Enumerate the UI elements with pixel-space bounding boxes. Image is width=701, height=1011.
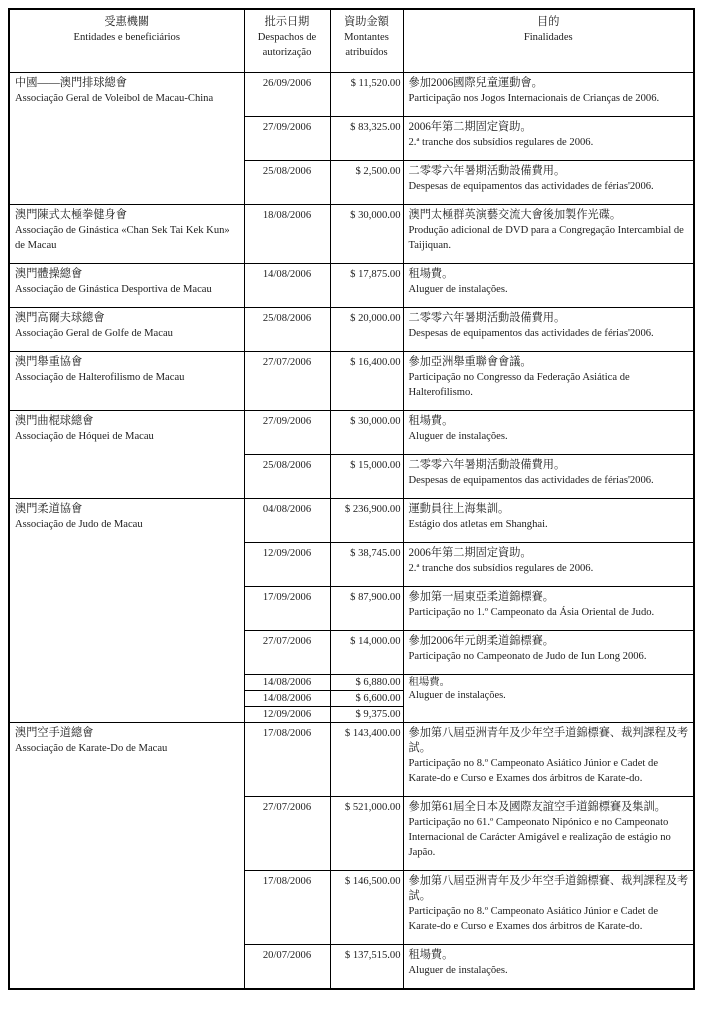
purpose-pt: Despesas de equipamentos das actividades de férias'2006. — [408, 181, 654, 192]
header-purposes-pt: Finalidades — [523, 32, 573, 43]
purpose-zh: 參加2006年元朗柔道錦標賽。 — [408, 635, 554, 647]
purpose-zh: 二零零六年暑期活動設備費用。 — [408, 165, 566, 177]
authorization-date-cell: 14/08/2006 — [244, 264, 330, 308]
purpose-zh: 2006年第二期固定資助。 — [408, 547, 532, 559]
purpose-zh: 二零零六年暑期活動設備費用。 — [408, 312, 566, 324]
entity-cell — [9, 723, 244, 990]
purpose-cell — [403, 308, 694, 352]
authorization-date-cell: 17/08/2006 — [244, 723, 330, 797]
amount-cell: $ 6,600.00 — [330, 691, 403, 707]
purpose-cell — [403, 587, 694, 631]
purpose-cell — [403, 871, 694, 945]
authorization-date-cell: 14/08/2006 — [244, 691, 330, 707]
purpose-pt: Estágio dos atletas em Shanghai. — [408, 519, 548, 530]
amount-cell: $ 20,000.00 — [330, 308, 403, 352]
purpose-cell — [403, 411, 694, 455]
authorization-date-cell: 25/08/2006 — [244, 308, 330, 352]
entity-cell — [9, 352, 244, 411]
amount-cell: $ 30,000.00 — [330, 205, 403, 264]
authorization-date-cell: 25/08/2006 — [244, 161, 330, 205]
amount-cell: $ 6,880.00 — [330, 675, 403, 691]
entity-name-pt: Associação de Hóquei de Macau — [15, 431, 154, 442]
table-row — [9, 723, 694, 797]
subsidy-table — [8, 8, 695, 990]
purpose-zh: 二零零六年暑期活動設備費用。 — [408, 459, 566, 471]
authorization-date-cell: 27/07/2006 — [244, 797, 330, 871]
purpose-pt: Aluguer de instalações. — [408, 284, 508, 295]
purpose-zh: 參加亞洲舉重聯會會議。 — [408, 356, 532, 368]
amount-cell: $ 87,900.00 — [330, 587, 403, 631]
purpose-zh: 租場費。 — [408, 677, 451, 688]
entity-name-zh: 澳門陳式太極拳健身會 — [15, 209, 127, 221]
purpose-cell — [403, 945, 694, 990]
amount-cell: $ 38,745.00 — [330, 543, 403, 587]
table-row — [9, 264, 694, 308]
purpose-cell — [403, 73, 694, 117]
purpose-pt: Participação nos Jogos Internacionais de Crianças de 2006. — [408, 93, 660, 104]
purpose-pt: Participação no 1.º Campeonato da Ásia Oriental de Judo. — [408, 607, 655, 618]
amount-cell: $ 146,500.00 — [330, 871, 403, 945]
amount-cell: $ 9,375.00 — [330, 707, 403, 723]
authorization-date-cell: 27/07/2006 — [244, 352, 330, 411]
purpose-zh: 參加第八屆亞洲青年及少年空手道錦標賽、裁判課程及考試。 — [408, 727, 689, 754]
purpose-pt: Aluguer de instalações. — [408, 965, 508, 976]
entity-cell — [9, 308, 244, 352]
purpose-cell — [403, 264, 694, 308]
header-amounts-pt: Montantes atribuídos — [344, 32, 389, 58]
purpose-cell — [403, 499, 694, 543]
entity-name-pt: Associação de Judo de Macau — [15, 519, 143, 530]
table-row — [9, 308, 694, 352]
header-dates-pt: Despachos de autorização — [257, 32, 317, 58]
entity-name-zh: 澳門高爾夫球總會 — [15, 312, 105, 324]
authorization-date-cell: 27/07/2006 — [244, 631, 330, 675]
header-entities — [9, 9, 244, 73]
authorization-date-cell: 27/09/2006 — [244, 117, 330, 161]
purpose-cell — [403, 352, 694, 411]
entity-name-zh: 澳門舉重協會 — [15, 356, 83, 368]
purpose-pt: Participação no 61.º Campeonato Nipónico e no Campeonato Internacional de Carácter Amigável e realização de estágio no Japão. — [408, 817, 671, 858]
purpose-zh: 澳門太極群英演藝交流大會後加製作光碟。 — [408, 209, 622, 221]
header-purposes-zh: 目的 — [537, 16, 560, 28]
authorization-date-cell: 14/08/2006 — [244, 675, 330, 691]
amount-cell: $ 137,515.00 — [330, 945, 403, 990]
purpose-zh: 參加第八屆亞洲青年及少年空手道錦標賽、裁判課程及考試。 — [408, 875, 689, 902]
purpose-pt: Aluguer de instalações. — [408, 431, 508, 442]
amount-cell: $ 143,400.00 — [330, 723, 403, 797]
amount-cell: $ 14,000.00 — [330, 631, 403, 675]
purpose-zh: 租場費。 — [408, 415, 454, 427]
authorization-date-cell: 17/09/2006 — [244, 587, 330, 631]
purpose-zh: 參加第61屆全日本及國際友誼空手道錦標賽及集訓。 — [408, 801, 666, 813]
purpose-pt: 2.ª tranche dos subsídios regulares de 2006. — [408, 563, 594, 574]
purpose-pt: Despesas de equipamentos das actividades de férias'2006. — [408, 475, 654, 486]
purpose-pt: Participação no Congresso da Federação Asiática de Halterofilismo. — [408, 372, 630, 398]
amount-cell: $ 236,900.00 — [330, 499, 403, 543]
entity-name-zh: 澳門曲棍球總會 — [15, 415, 94, 427]
purpose-cell — [403, 675, 694, 723]
header-entities-pt: Entidades e beneficiários — [73, 32, 180, 43]
authorization-date-cell: 26/09/2006 — [244, 73, 330, 117]
header-purposes — [403, 9, 694, 73]
purpose-zh: 2006年第二期固定資助。 — [408, 121, 532, 133]
purpose-cell — [403, 161, 694, 205]
amount-cell: $ 83,325.00 — [330, 117, 403, 161]
header-dates-zh: 批示日期 — [264, 16, 310, 28]
amount-cell: $ 30,000.00 — [330, 411, 403, 455]
table-row — [9, 499, 694, 543]
purpose-cell — [403, 543, 694, 587]
purpose-cell — [403, 723, 694, 797]
entity-name-pt: Associação Geral de Golfe de Macau — [15, 328, 173, 339]
entity-cell — [9, 205, 244, 264]
entity-name-zh: 澳門體操總會 — [15, 268, 83, 280]
purpose-pt: Aluguer de instalações. — [408, 690, 506, 701]
entity-name-pt: Associação de Halterofilismo de Macau — [15, 372, 185, 383]
entity-name-zh: 澳門柔道協會 — [15, 503, 83, 515]
table-row — [9, 205, 694, 264]
entity-cell — [9, 73, 244, 205]
authorization-date-cell: 17/08/2006 — [244, 871, 330, 945]
purpose-pt: Despesas de equipamentos das actividades de férias'2006. — [408, 328, 654, 339]
amount-cell: $ 15,000.00 — [330, 455, 403, 499]
entity-name-pt: Associação de Karate-Do de Macau — [15, 743, 168, 754]
table-row — [9, 352, 694, 411]
purpose-cell — [403, 455, 694, 499]
entity-cell — [9, 411, 244, 499]
entity-cell — [9, 499, 244, 723]
purpose-pt: Participação no Campeonato de Judo de Iun Long 2006. — [408, 651, 647, 662]
authorization-date-cell: 12/09/2006 — [244, 707, 330, 723]
purpose-zh: 運動員往上海集訓。 — [408, 503, 510, 515]
purpose-pt: Participação no 8.º Campeonato Asiático Júnior e Cadet de Karate-do e Curso e Exames dos árbitros de Karate-do. — [408, 758, 659, 784]
purpose-zh: 租場費。 — [408, 949, 454, 961]
purpose-cell — [403, 631, 694, 675]
authorization-date-cell: 20/07/2006 — [244, 945, 330, 990]
entity-name-zh: 澳門空手道總會 — [15, 727, 94, 739]
purpose-cell — [403, 117, 694, 161]
purpose-zh: 租場費。 — [408, 268, 454, 280]
amount-cell: $ 16,400.00 — [330, 352, 403, 411]
entity-cell — [9, 264, 244, 308]
amount-cell: $ 521,000.00 — [330, 797, 403, 871]
entity-name-pt: Associação de Ginástica «Chan Sek Tai Kek Kun» de Macau — [15, 225, 230, 251]
header-row — [9, 9, 694, 73]
entity-name-zh: 中國——澳門排球總會 — [15, 77, 127, 89]
header-dates — [244, 9, 330, 73]
amount-cell: $ 2,500.00 — [330, 161, 403, 205]
purpose-cell — [403, 797, 694, 871]
header-amounts-zh: 資助金額 — [344, 16, 389, 28]
entity-name-pt: Associação de Ginástica Desportiva de Macau — [15, 284, 212, 295]
amount-cell: $ 11,520.00 — [330, 73, 403, 117]
purpose-pt: 2.ª tranche dos subsídios regulares de 2006. — [408, 137, 594, 148]
authorization-date-cell: 25/08/2006 — [244, 455, 330, 499]
purpose-zh: 參加第一屆東亞柔道錦標賽。 — [408, 591, 554, 603]
authorization-date-cell: 27/09/2006 — [244, 411, 330, 455]
header-amounts — [330, 9, 403, 73]
authorization-date-cell: 18/08/2006 — [244, 205, 330, 264]
table-row — [9, 73, 694, 117]
authorization-date-cell: 12/09/2006 — [244, 543, 330, 587]
header-entities-zh: 受惠機關 — [104, 16, 150, 28]
table-row — [9, 411, 694, 455]
purpose-zh: 參加2006國際兒童運動會。 — [408, 77, 543, 89]
entity-name-pt: Associação Geral de Voleibol de Macau-China — [15, 93, 214, 104]
purpose-pt: Produção adicional de DVD para a Congregação Intercambial de Taijiquan. — [408, 225, 684, 251]
amount-cell: $ 17,875.00 — [330, 264, 403, 308]
purpose-cell — [403, 205, 694, 264]
purpose-pt: Participação no 8.º Campeonato Asiático Júnior e Cadet de Karate-do e Curso e Exames dos árbitros de Karate-do. — [408, 906, 659, 932]
authorization-date-cell: 04/08/2006 — [244, 499, 330, 543]
